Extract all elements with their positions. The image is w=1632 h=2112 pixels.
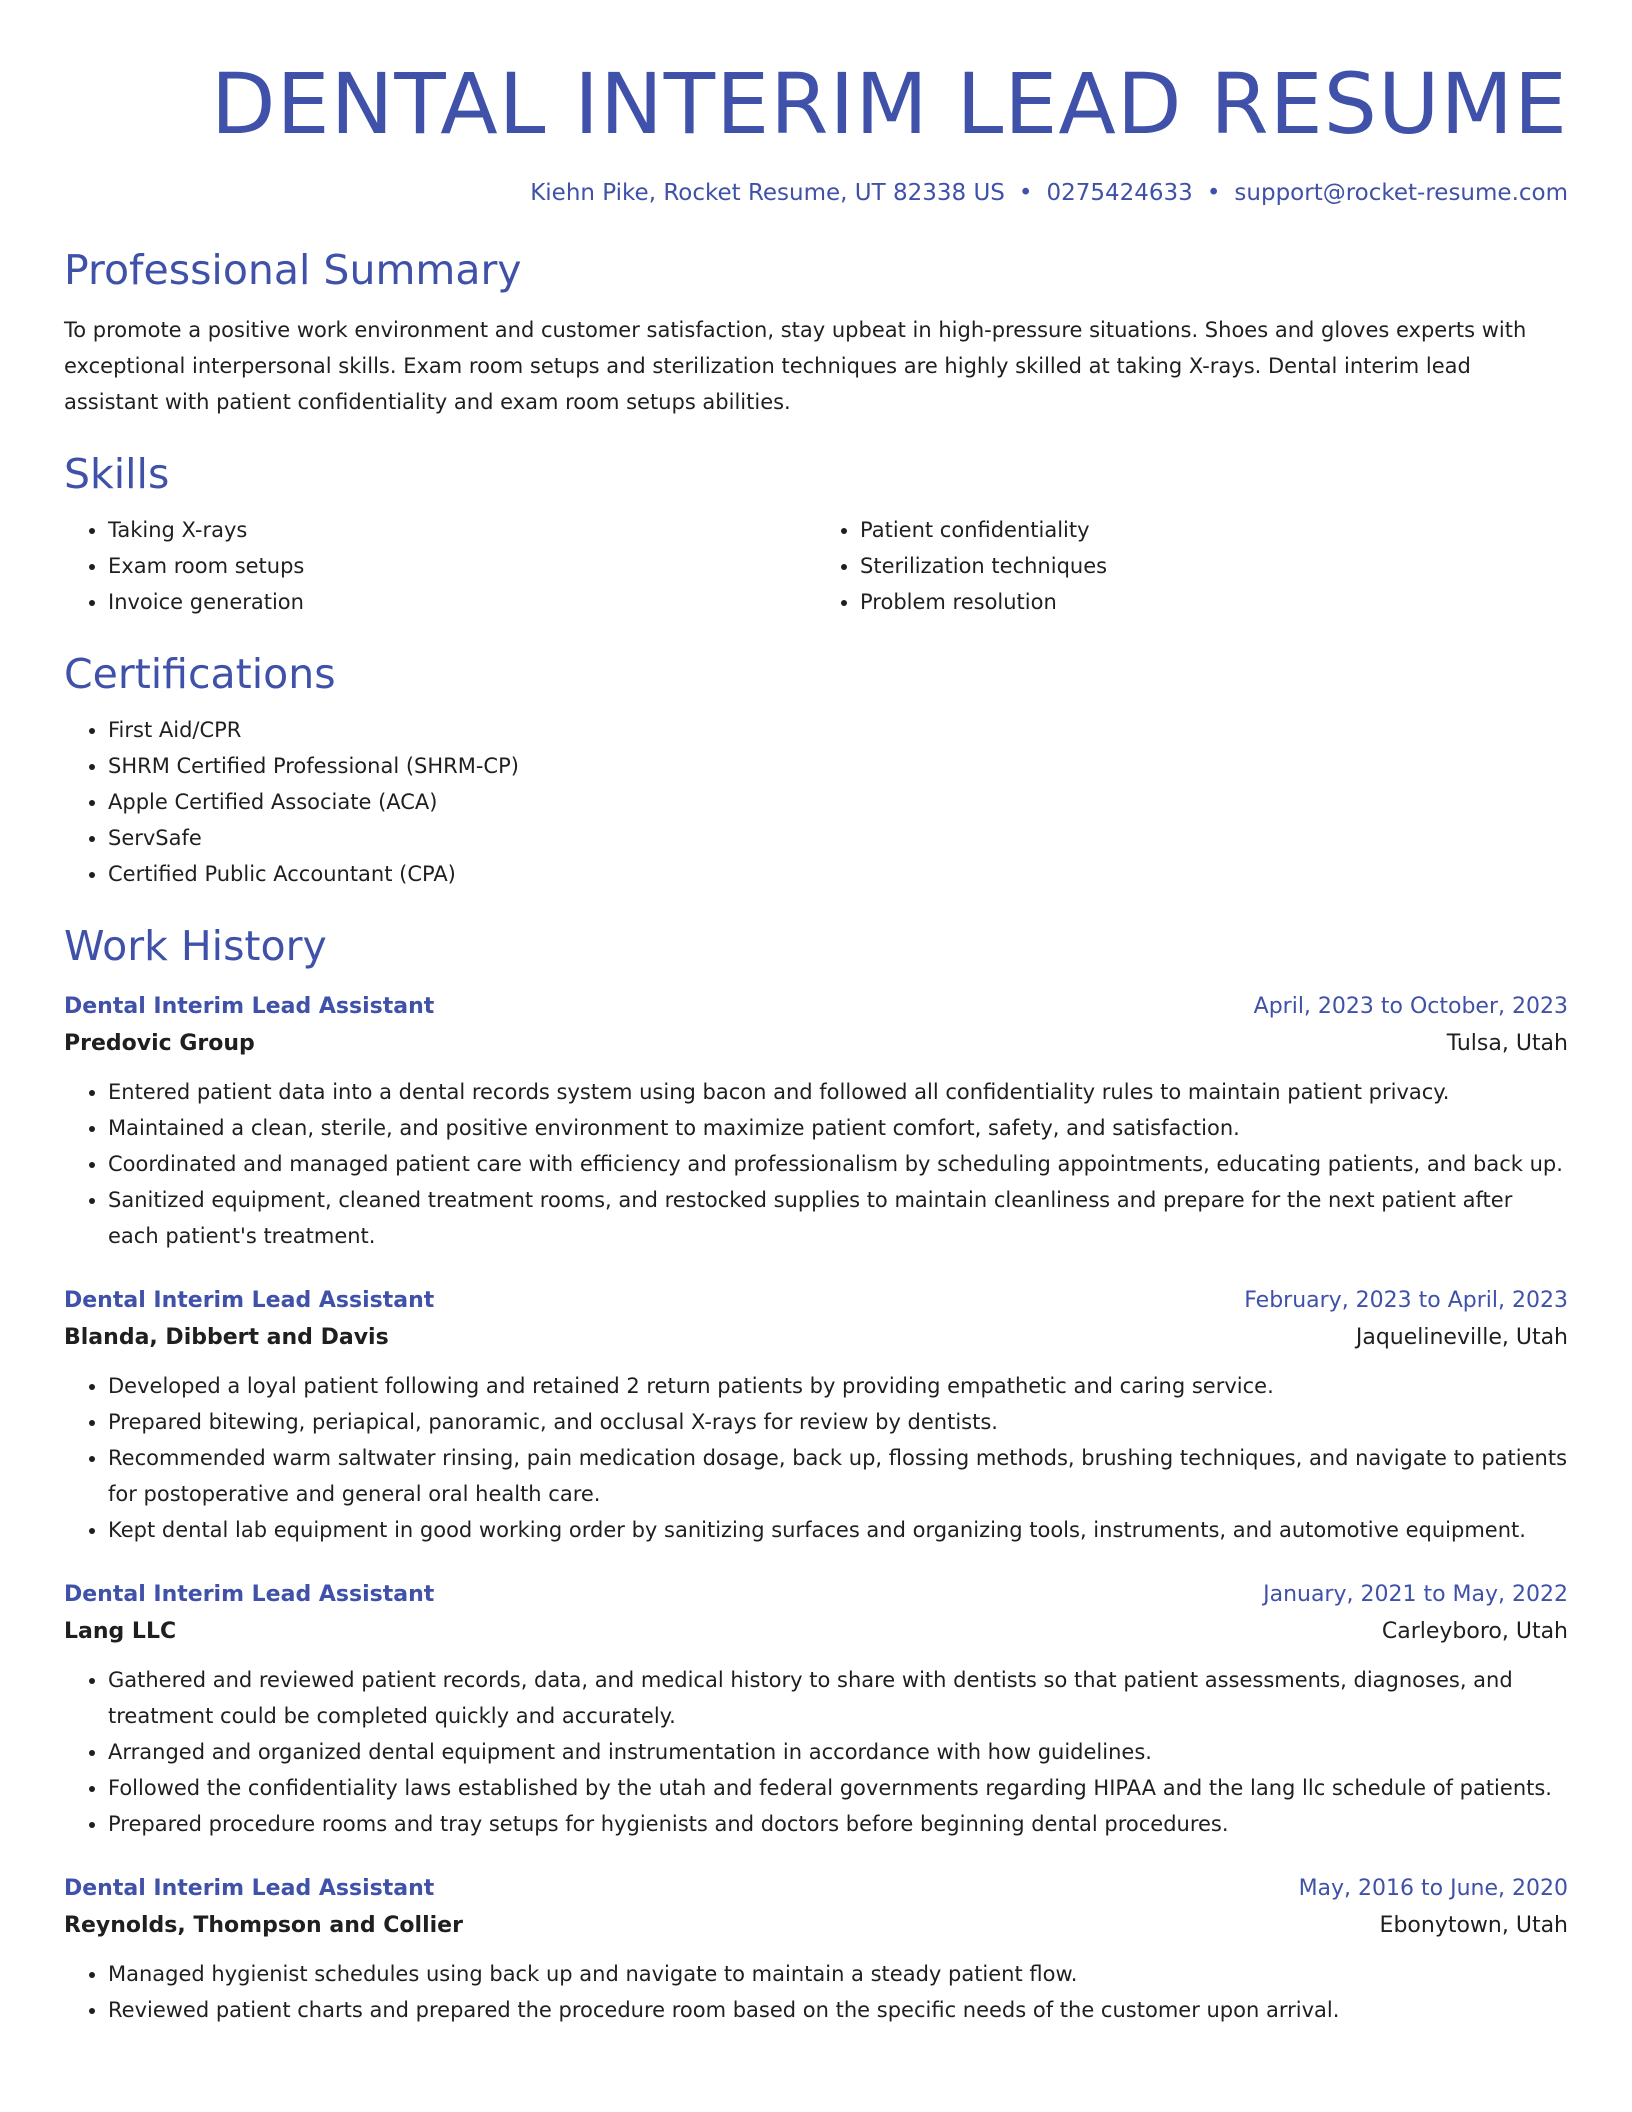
job-bullet: • Coordinated and managed patient care with efficiency and professionalism by scheduling appointments, educating patients, and back up.	[108, 1146, 1568, 1182]
job-dates: January, 2021 to May, 2022	[1263, 1582, 1568, 1607]
skills-list-right	[816, 512, 1568, 620]
contact-phone: 0275424633	[1046, 180, 1193, 206]
job-title: Dental Interim Lead Assistant	[64, 1876, 435, 1901]
skills-list-left	[64, 512, 816, 620]
job-bullet: • Prepared bitewing, periapical, panoramic, and occlusal X-rays for review by dentists.	[108, 1404, 1568, 1440]
job-location: Jaquelineville, Utah	[1355, 1325, 1568, 1350]
contact-address: Kiehn Pike, Rocket Resume, UT 82338 US	[530, 180, 1005, 206]
job-bullet: • Entered patient data into a dental records system using bacon and followed all confidentiality rules to maintain patient privacy.	[108, 1074, 1568, 1110]
job-dates: May, 2016 to June, 2020	[1298, 1876, 1568, 1901]
resume-page	[64, 0, 1568, 2028]
job-company: Predovic Group	[64, 1031, 255, 1056]
summary-text: To promote a positive work environment and customer satisfaction, stay upbeat in high-pressure situations. Shoes and gloves experts with exceptional interpersonal skills. Exam room setups and sterilization techniques are highly skilled at taking X-rays. Dental interim lead assistant with patient confidentiality and exam room setups abilities.	[64, 318, 1527, 414]
job-bullet: • Reviewed patient charts and prepared the procedure room based on the specific needs of the customer upon arrival.	[108, 1992, 1568, 2028]
skill-item: • Taking X-rays	[108, 512, 816, 548]
job-bullet: • Arranged and organized dental equipment and instrumentation in accordance with how guidelines.	[108, 1734, 1568, 1770]
job-title: Dental Interim Lead Assistant	[64, 1582, 435, 1607]
job-bullet: • Followed the confidentiality laws established by the utah and federal governments regarding HIPAA and the lang llc schedule of patients.	[108, 1770, 1568, 1806]
job-title: Dental Interim Lead Assistant	[64, 1288, 435, 1313]
contact-email: support@rocket-resume.com	[1234, 180, 1568, 206]
resume-title: DENTAL INTERIM LEAD RESUME	[210, 55, 1568, 153]
certifications-list	[64, 712, 1568, 892]
job-location: Tulsa, Utah	[1446, 1031, 1568, 1056]
contact-separator: •	[1206, 180, 1221, 206]
contact-line	[64, 180, 1568, 206]
job-bullets	[64, 1956, 1568, 2028]
job-bullet: • Gathered and reviewed patient records, data, and medical history to share with dentists so that patient assessments, diagnoses, and treatment could be completed quickly and accurately.	[108, 1662, 1568, 1734]
certification-item: • First Aid/CPR	[108, 712, 1568, 748]
skills-grid	[64, 500, 1568, 620]
job-bullet: • Prepared procedure rooms and tray setups for hygienists and doctors before beginning dental procedures.	[108, 1806, 1568, 1842]
job-bullet: • Sanitized equipment, cleaned treatment rooms, and restocked supplies to maintain cleanliness and prepare for the next patient after each patient's treatment.	[108, 1182, 1568, 1254]
job-dates: February, 2023 to April, 2023	[1244, 1288, 1568, 1313]
certification-item: • SHRM Certified Professional (SHRM-CP)	[108, 748, 1568, 784]
job-company: Lang LLC	[64, 1619, 177, 1644]
contact-separator: •	[1018, 180, 1033, 206]
job-bullet: • Recommended warm saltwater rinsing, pain medication dosage, back up, flossing methods, brushing techniques, and navigate to patients for postoperative and general oral health care.	[108, 1440, 1568, 1512]
job-bullets	[64, 1074, 1568, 1254]
job-entry	[64, 1872, 1568, 2028]
certifications-heading: Certifications	[64, 650, 336, 698]
skills-heading: Skills	[64, 450, 170, 498]
work-history-heading: Work History	[64, 922, 327, 970]
job-company: Blanda, Dibbert and Davis	[64, 1325, 389, 1350]
certification-item: • Apple Certified Associate (ACA)	[108, 784, 1568, 820]
job-bullets	[64, 1368, 1568, 1548]
job-entry	[64, 990, 1568, 1254]
job-bullet: • Developed a loyal patient following and retained 2 return patients by providing empathetic and caring service.	[108, 1368, 1568, 1404]
job-bullets	[64, 1662, 1568, 1842]
work-history-list	[64, 990, 1568, 2028]
skill-item: • Problem resolution	[860, 584, 1568, 620]
job-dates: April, 2023 to October, 2023	[1253, 994, 1568, 1019]
job-location: Ebonytown, Utah	[1379, 1913, 1568, 1938]
certification-item: • Certified Public Accountant (CPA)	[108, 856, 1568, 892]
skill-item: • Invoice generation	[108, 584, 816, 620]
job-entry	[64, 1578, 1568, 1842]
summary-heading: Professional Summary	[64, 246, 522, 294]
job-location: Carleyboro, Utah	[1381, 1619, 1568, 1644]
skill-item: • Patient confidentiality	[860, 512, 1568, 548]
job-bullet: • Kept dental lab equipment in good working order by sanitizing surfaces and organizing tools, instruments, and automotive equipment.	[108, 1512, 1568, 1548]
job-entry	[64, 1284, 1568, 1548]
job-bullet: • Maintained a clean, sterile, and positive environment to maximize patient comfort, safety, and satisfaction.	[108, 1110, 1568, 1146]
skill-item: • Exam room setups	[108, 548, 816, 584]
certification-item: • ServSafe	[108, 820, 1568, 856]
job-company: Reynolds, Thompson and Collier	[64, 1913, 463, 1938]
job-title: Dental Interim Lead Assistant	[64, 994, 435, 1019]
skill-item: • Sterilization techniques	[860, 548, 1568, 584]
job-bullet: • Managed hygienist schedules using back up and navigate to maintain a steady patient flow.	[108, 1956, 1568, 1992]
